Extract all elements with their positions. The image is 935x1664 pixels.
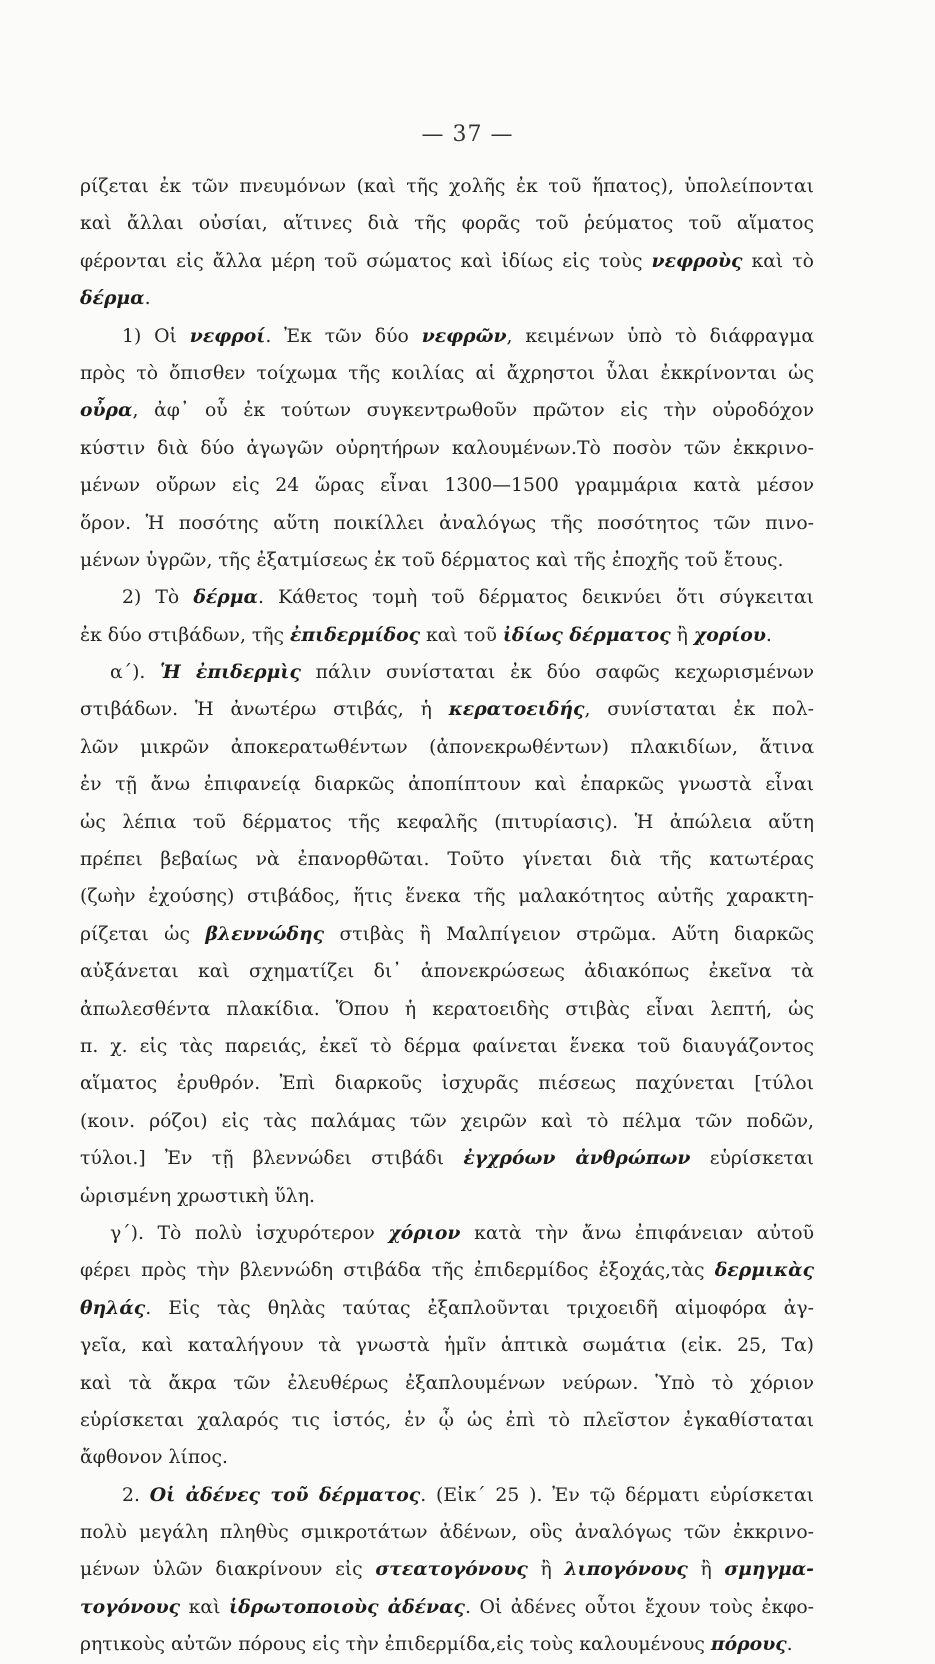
text-segment: πρὸς τὸ ὄπισθεν τοίχωμα τῆς κοιλίας αἱ ἄχρηστοι ὗλαι ἐκκρίνονται ὡς xyxy=(80,362,814,384)
text-line xyxy=(80,205,814,242)
text-line xyxy=(80,542,814,579)
text-line xyxy=(80,804,814,841)
text-segment: στιβάδων. Ἡ ἀνωτέρω στιβάς, ἡ xyxy=(80,699,449,721)
text-segment: ἐκ δύο στιβάδων, τῆς xyxy=(80,624,291,646)
text-line xyxy=(80,1402,814,1439)
text-line xyxy=(80,841,814,878)
text-segment: ἄφθονον λίπος. xyxy=(80,1447,228,1469)
text-segment: καὶ ἄλλαι οὐσίαι, αἵτινες διὰ τῆς φορᾶς τοῦ ῥεύματος τοῦ αἵματος xyxy=(80,213,814,235)
emphasized-term: Οἱ ἀδένες τοῦ δέρματος xyxy=(149,1483,421,1506)
text-line xyxy=(80,1477,814,1514)
page-number: — 37 — xyxy=(421,122,514,147)
text-segment: λῶν μικρῶν ἀποκερατωθέντων (ἀπονεκρωθέντων) πλακιδίων, ἅτινα xyxy=(80,736,814,758)
text-segment: καὶ τοῦ xyxy=(420,624,503,646)
text-segment: π. χ. εἰς τὰς παρειάς, ἐκεῖ τὸ δέρμα φαίνεται ἕνεκα τοῦ διαυγάζοντος xyxy=(80,1035,814,1057)
text-segment: , ἀφ᾽ οὗ ἐκ τούτων συγκεντρωθοῦν πρῶτον εἰς τὴν οὐροδόχον xyxy=(132,400,814,422)
text-line xyxy=(80,168,814,205)
text-line xyxy=(80,766,814,803)
text-segment: τύλοι.] Ἐν τῇ βλεννώδει στιβάδι xyxy=(80,1148,464,1170)
text-line xyxy=(80,1439,814,1476)
text-line xyxy=(80,1365,814,1402)
text-line xyxy=(80,243,814,280)
emphasized-term: σμηγμα- xyxy=(724,1558,814,1581)
text-segment: , κειμένων ὑπὸ τὸ διάφραγμα xyxy=(506,325,814,347)
text-line xyxy=(80,1589,814,1626)
emphasized-term: τογόνους xyxy=(80,1595,181,1618)
text-line xyxy=(80,878,814,915)
text-segment: πολὺ μεγάλη πληθὺς σμικροτάτων ἀδένων, οὓς ἀναλόγως τῶν ἐκκρινο- xyxy=(80,1522,814,1544)
text-line xyxy=(80,729,814,766)
text-segment: . Εἰς τὰς θηλὰς ταύτας ἐξαπλοῦνται τριχοειδῆ αἱμοφόρα ἀγ- xyxy=(145,1297,814,1319)
text-line xyxy=(80,1290,814,1327)
text-line xyxy=(80,654,814,691)
text-line xyxy=(80,1215,814,1252)
emphasized-term: νεφρῶν xyxy=(421,324,507,347)
text-segment: ἢ xyxy=(527,1559,565,1581)
emphasized-term: δερμικὰς xyxy=(714,1259,814,1282)
text-segment: κύστιν διὰ δύο ἀγωγῶν οὐρητήρων καλουμένων.Τὸ ποσὸν τῶν ἐκκρινο- xyxy=(80,437,814,459)
text-segment: εὑρίσκεται χαλαρός τις ἱστός, ἐν ᾧ ὡς ἐπὶ τὸ πλεῖστον ἐγκαθίσταται xyxy=(80,1409,814,1431)
text-segment: . xyxy=(144,288,151,310)
text-segment: μένων ὑγρῶν, τῆς ἐξατμίσεως ἐκ τοῦ δέρματος καὶ τῆς ἐποχῆς τοῦ ἔτους. xyxy=(80,549,784,571)
text-line xyxy=(80,617,814,654)
text-segment: αἵματος ἐρυθρόν. Ἐπὶ διαρκοῦς ἰσχυρᾶς πιέσεως παχύνεται [τύλοι xyxy=(80,1073,814,1095)
text-line xyxy=(80,318,814,355)
text-segment: ὡς λέπια τοῦ δέρματος τῆς κεφαλῆς (πιτυρίασις). Ἡ ἀπώλεια αὕτη xyxy=(80,811,814,833)
text-line xyxy=(80,991,814,1028)
text-segment: καὶ xyxy=(180,1596,230,1618)
text-segment: πάλιν συνίσταται ἐκ δύο σαφῶς κεχωρισμένων xyxy=(300,662,814,684)
text-segment: . Ἐκ τῶν δύο xyxy=(265,325,422,347)
text-line xyxy=(80,579,814,616)
emphasized-term: οὖρα xyxy=(80,399,133,422)
emphasized-term: νεφροί xyxy=(189,324,266,347)
text-segment: μένων οὔρων εἰς 24 ὥρας εἶναι 1300—1500 γραμμάρια κατὰ μέσον xyxy=(80,475,814,497)
text-segment: . (Εἰκ΄ 25 ). Ἐν τῷ δέρματι εὑρίσκεται xyxy=(420,1484,814,1506)
emphasized-term: δέρμα xyxy=(80,287,145,310)
text-segment: ἀπωλεσθέντα πλακίδια. Ὅπου ἡ κερατοειδὴς στιβὰς εἶναι λεπτή, ὡς xyxy=(80,998,814,1020)
emphasized-term: ἐπιδερμίδος xyxy=(290,623,421,646)
text-segment: , συνίσταται ἐκ πολ- xyxy=(584,699,814,721)
text-segment: εὑρίσκεται xyxy=(690,1148,814,1170)
text-segment: ἢ xyxy=(687,1559,725,1581)
text-line xyxy=(80,953,814,990)
text-line xyxy=(80,1103,814,1140)
text-segment: μένων ὑλῶν διακρίνουν εἰς xyxy=(80,1559,376,1581)
emphasized-term: στεατογόνους xyxy=(375,1558,528,1581)
emphasized-term: ἱδρωτοποιοὺς ἀδένας xyxy=(229,1595,465,1618)
text-segment: ὅρον. Ἡ ποσότης αὕτη ποικίλλει ἀναλόγως τῆς ποσότητος τῶν πινο- xyxy=(80,512,814,534)
text-segment: ὡρισμένη χρωστικὴ ὕλη. xyxy=(80,1185,315,1207)
emphasized-term: δέρμα xyxy=(193,586,258,609)
text-segment: φέρει πρὸς τὴν βλεννώδη στιβάδα τῆς ἐπιδερμίδος ἐξοχάς,τὰς xyxy=(80,1260,715,1282)
text-line xyxy=(80,1065,814,1102)
emphasized-term: ἐγχρόων ἀνθρώπων xyxy=(463,1147,691,1170)
text-segment: ρίζεται ὡς xyxy=(80,923,206,945)
text-line xyxy=(80,1327,814,1364)
text-segment: ρίζεται ἐκ τῶν πνευμόνων (καὶ τῆς χολῆς ἐκ τοῦ ἥπατος), ὑπολείπονται xyxy=(80,176,814,197)
emphasized-term: θηλάς xyxy=(80,1296,146,1319)
text-segment: κατὰ τὴν ἄνω ἐπιφάνειαν αὐτοῦ xyxy=(460,1222,814,1244)
text-segment: α΄). xyxy=(110,662,161,684)
text-segment: γεῖα, καὶ καταλήγουν τὰ γνωστὰ ἡμῖν ἁπτικὰ σωμάτια (εἰκ. 25, Τα) xyxy=(80,1335,814,1357)
text-segment: καὶ τὸ xyxy=(742,250,814,272)
text-segment: . Κάθετος τομὴ τοῦ δέρματος δεικνύει ὅτι σύγκειται xyxy=(257,587,814,609)
text-line xyxy=(80,355,814,392)
text-segment: φέρονται εἰς ἄλλα μέρη τοῦ σώματος καὶ ἰδίως εἰς τοὺς xyxy=(80,250,652,272)
text-segment: . Οἱ ἀδένες οὗτοι ἔχουν τοὺς ἐκφο- xyxy=(464,1596,814,1618)
text-segment: καὶ τὰ ἄκρα τῶν ἐλευθέρως ἐξαπλουμένων νεύρων. Ὑπὸ τὸ χόριον xyxy=(80,1372,814,1394)
text-line xyxy=(80,691,814,728)
text-line xyxy=(80,280,814,317)
text-segment: γ΄). Τὸ πολὺ ἰσχυρότερον xyxy=(110,1222,389,1244)
text-segment: 1) Οἱ xyxy=(122,325,190,347)
emphasized-term: χόριον xyxy=(388,1221,461,1244)
text-line xyxy=(80,392,814,429)
text-segment: 2. xyxy=(122,1484,150,1506)
text-segment: (ζωὴν ἐχούσης) στιβάδος, ἥτις ἕνεκα τῆς μαλακότητος αὐτῆς χαρακτη- xyxy=(80,886,814,908)
text-segment: ἐν τῇ ἄνω ἐπιφανείᾳ διαρκῶς ἀποπίπτουν καὶ ἐπαρκῶς γνωστὰ εἶναι xyxy=(80,774,814,796)
text-line xyxy=(80,505,814,542)
text-line xyxy=(80,1551,814,1588)
text-segment: αὐξάνεται καὶ σχηματίζει δι᾽ ἀπονεκρώσεως ἀδιακόπως ἐκεῖνα τὰ xyxy=(80,961,814,983)
text-line xyxy=(80,430,814,467)
text-line xyxy=(80,1626,814,1663)
text-line xyxy=(80,1514,814,1551)
text-line xyxy=(80,1140,814,1177)
emphasized-term: βλεννώδης xyxy=(205,922,325,945)
text-line xyxy=(80,1178,814,1215)
text-segment: . xyxy=(765,624,772,646)
emphasized-term: ἰδίως δέρματος xyxy=(502,623,671,646)
text-segment: (κοιν. ρόζοι) εἰς τὰς παλάμας τῶν χειρῶν καὶ τὸ πέλμα τῶν ποδῶν, xyxy=(80,1110,814,1132)
text-body xyxy=(80,168,814,1664)
text-line xyxy=(80,1252,814,1289)
text-line xyxy=(80,467,814,504)
emphasized-term: νεφροὺς xyxy=(651,249,743,272)
text-segment: . xyxy=(786,1634,793,1656)
text-segment: ρητικοὺς αὐτῶν πόρους εἰς τὴν ἐπιδερμίδα,εἰς τοὺς καλουμένους xyxy=(80,1634,711,1656)
text-line xyxy=(80,916,814,953)
emphasized-term: Ἡ ἐπιδερμὶς xyxy=(160,661,301,684)
emphasized-term: χορίου xyxy=(693,623,766,646)
emphasized-term: πόρους xyxy=(710,1633,787,1656)
text-segment: ἢ xyxy=(670,624,694,646)
emphasized-term: κερατοειδής xyxy=(448,698,585,721)
text-segment: πρέπει βεβαίως νὰ ἐπανορθῶται. Τοῦτο γίνεται διὰ τῆς κατωτέρας xyxy=(80,849,814,871)
text-segment: στιβὰς ἢ Μαλπίγειον στρῶμα. Αὕτη διαρκῶς xyxy=(324,923,814,945)
text-line xyxy=(80,1028,814,1065)
emphasized-term: λιπογόνους xyxy=(564,1558,688,1581)
text-segment: 2) Τὸ xyxy=(122,587,194,609)
